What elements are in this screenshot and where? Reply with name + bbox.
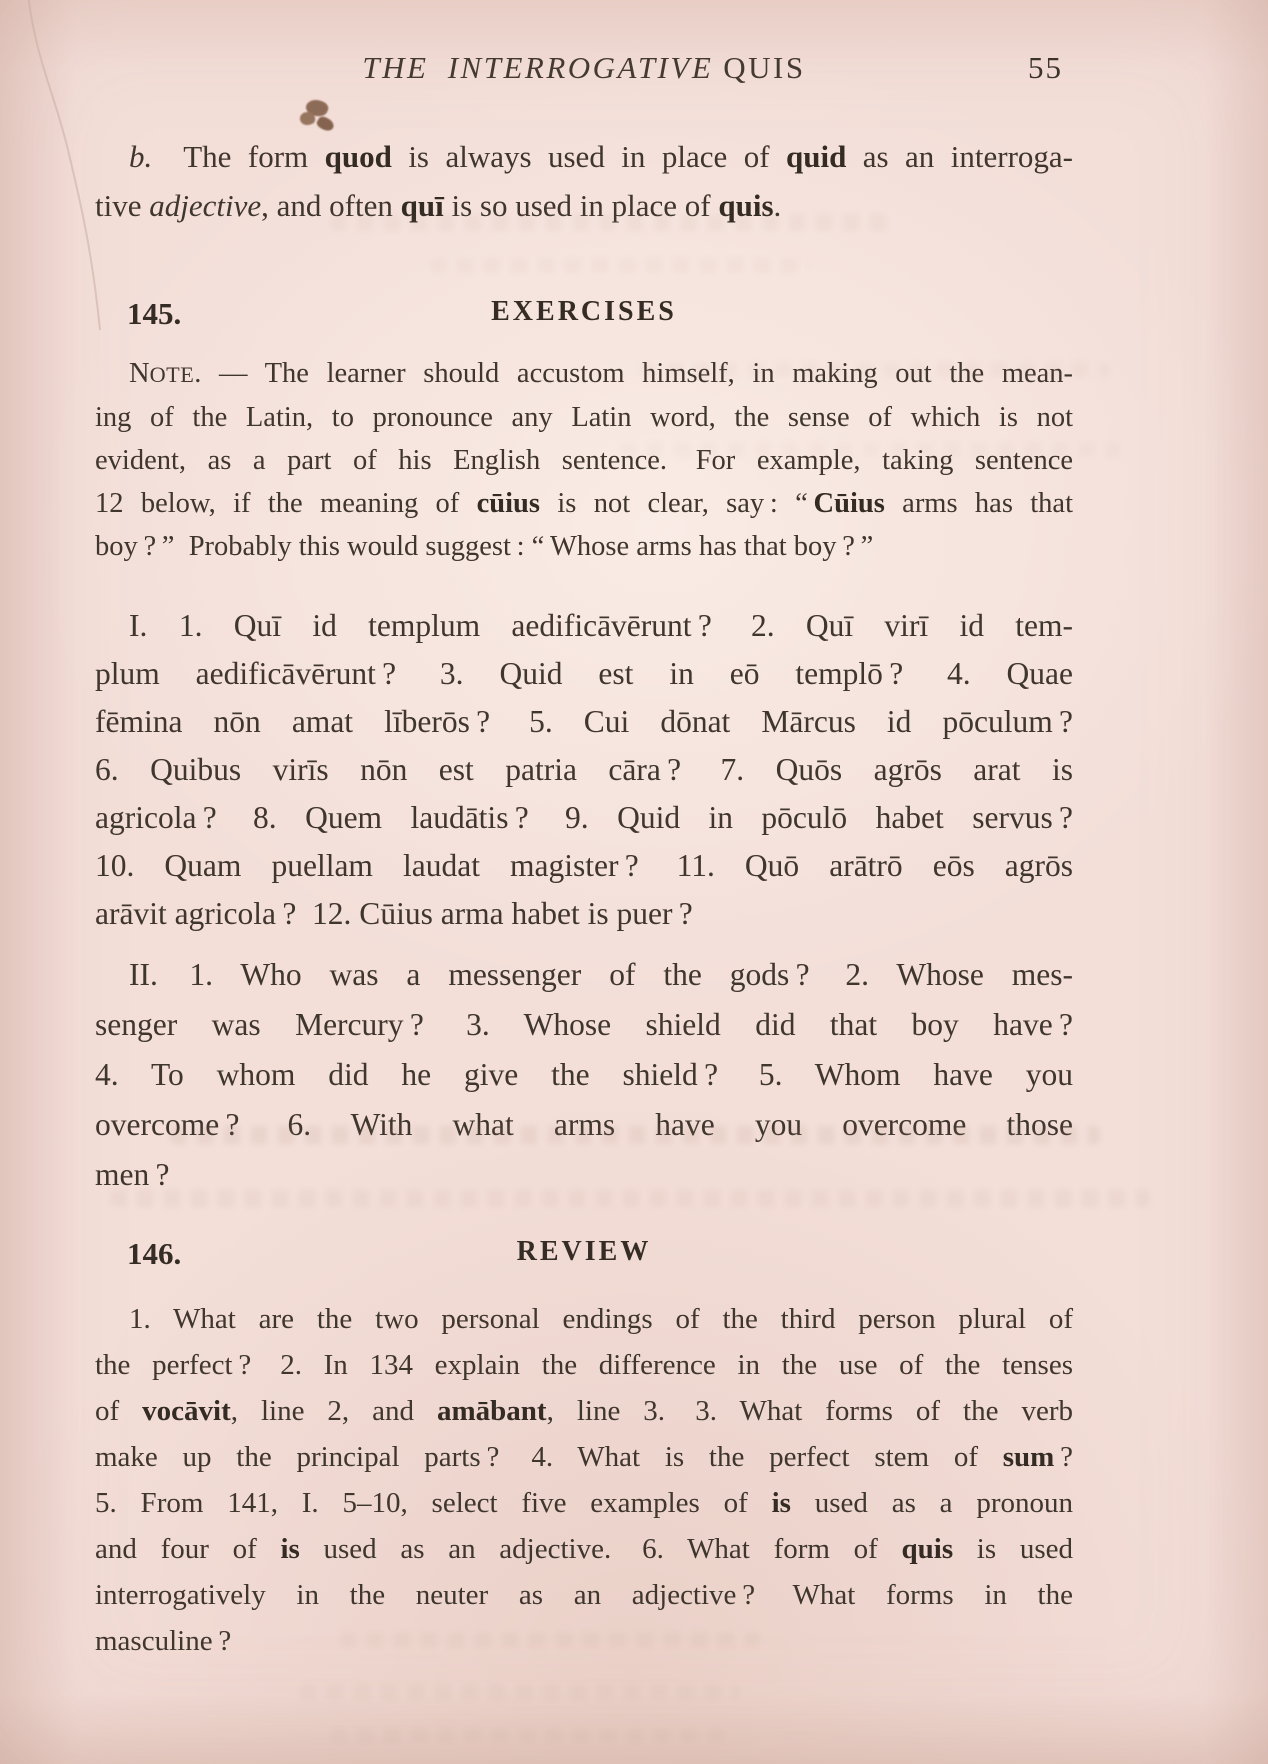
text-line: 1. What are the two personal endings of the third person plural of [129, 1303, 1073, 1335]
ink-stain [300, 98, 340, 134]
show-through-ghost [640, 362, 1110, 377]
show-through-ghost [430, 258, 810, 273]
note-paragraph [95, 352, 1073, 568]
show-through-ghost [340, 1632, 760, 1648]
text-line: 10. Quam puellam laudat magister ? 11. Quō arātrō eōs agrōs [95, 848, 1073, 883]
text-line: interrogatively in the neuter as an adjective ? What forms in the [95, 1579, 1073, 1611]
text-line: plum aedificāvērunt ? 3. Quid est in eō templō ? 4. Quae [95, 656, 1073, 691]
text-line: boy ? ” Probably this would suggest : “ Whose arms has that boy ? ” [95, 531, 874, 562]
show-through-ghost [330, 214, 890, 231]
text-line: make up the principal parts ? 4. What is the perfect stem of sum ? [95, 1441, 1073, 1473]
text-line: agricola ? 8. Quem laudātis ? 9. Quid in pōculō habet servus ? [95, 800, 1073, 835]
text-line: masculine ? [95, 1625, 232, 1657]
text-line: I. 1. Quī id templum aedificāvērunt ? 2. Quī virī id tem- [129, 608, 1073, 643]
chapter-title-roman: QUIS [723, 50, 806, 85]
show-through-ghost [300, 1684, 740, 1700]
text-line: arāvit agricola ? 12. Cūius arma habet is puer ? [95, 896, 693, 931]
running-header [95, 50, 1073, 86]
chapter-title-italic: THE INTERROGATIVE [362, 50, 714, 85]
text-line: men ? [95, 1157, 170, 1192]
text-line: and four of is used as an adjective. 6. What form of quis is used [95, 1533, 1074, 1565]
page-number: 55 [1028, 50, 1063, 85]
text-line: the perfect ? 2. In 134 explain the difference in the use of the tenses [95, 1349, 1073, 1381]
show-through-ghost [110, 1190, 1150, 1207]
text-line: II. 1. Who was a messenger of the gods ? 2. Whose mes- [129, 957, 1073, 992]
show-through-ghost [620, 442, 1120, 457]
section-title: REVIEW [516, 1236, 652, 1267]
text-line: NOTE. — The learner should accustom himself, in making out the mean- [129, 358, 1073, 389]
text-line: 12 below, if the meaning of cūius is not clear, say : “ Cūius arms has that [95, 488, 1073, 519]
show-through-ghost [170, 1126, 1100, 1144]
text-line: 5. From 141, I. 5–10, select five examples of is used as a pronoun [95, 1487, 1074, 1519]
text-line: b. The form quod is always used in place of quid as an interroga- [129, 139, 1073, 174]
show-through-ghost [330, 1728, 730, 1743]
section-title: EXERCISES [491, 296, 677, 327]
exercise-set-1 [95, 602, 1073, 938]
text-line: 4. To whom did he give the shield ? 5. Whom have you [95, 1057, 1073, 1092]
section-number: 146. [127, 1236, 182, 1271]
section-145-heading [95, 296, 1073, 336]
text-line: evident, as a part of his English sentence. For example, taking sentence [95, 445, 1073, 476]
section-146-heading [95, 1236, 1073, 1276]
exercise-set-2 [95, 950, 1073, 1200]
text-line: 6. Quibus virīs nōn est patria cāra ? 7. Quōs agrōs arat is [95, 752, 1073, 787]
text-line: overcome ? 6. With what arms have you overcome those [95, 1107, 1073, 1142]
text-line: fēmina nōn amat līberōs ? 5. Cui dōnat Mārcus id pōculum ? [95, 704, 1073, 739]
section-number: 145. [127, 296, 182, 331]
text-line: ing of the Latin, to pronounce any Latin word, the sense of which is not [95, 402, 1073, 433]
review-paragraph [95, 1296, 1073, 1664]
text-line: senger was Mercury ? 3. Whose shield did that boy have ? [95, 1007, 1073, 1042]
text-line: tive adjective, and often quī is so used in place of quis. [95, 188, 782, 223]
text-line: of vocāvit, line 2, and amābant, line 3. 3. What forms of the verb [95, 1395, 1073, 1427]
